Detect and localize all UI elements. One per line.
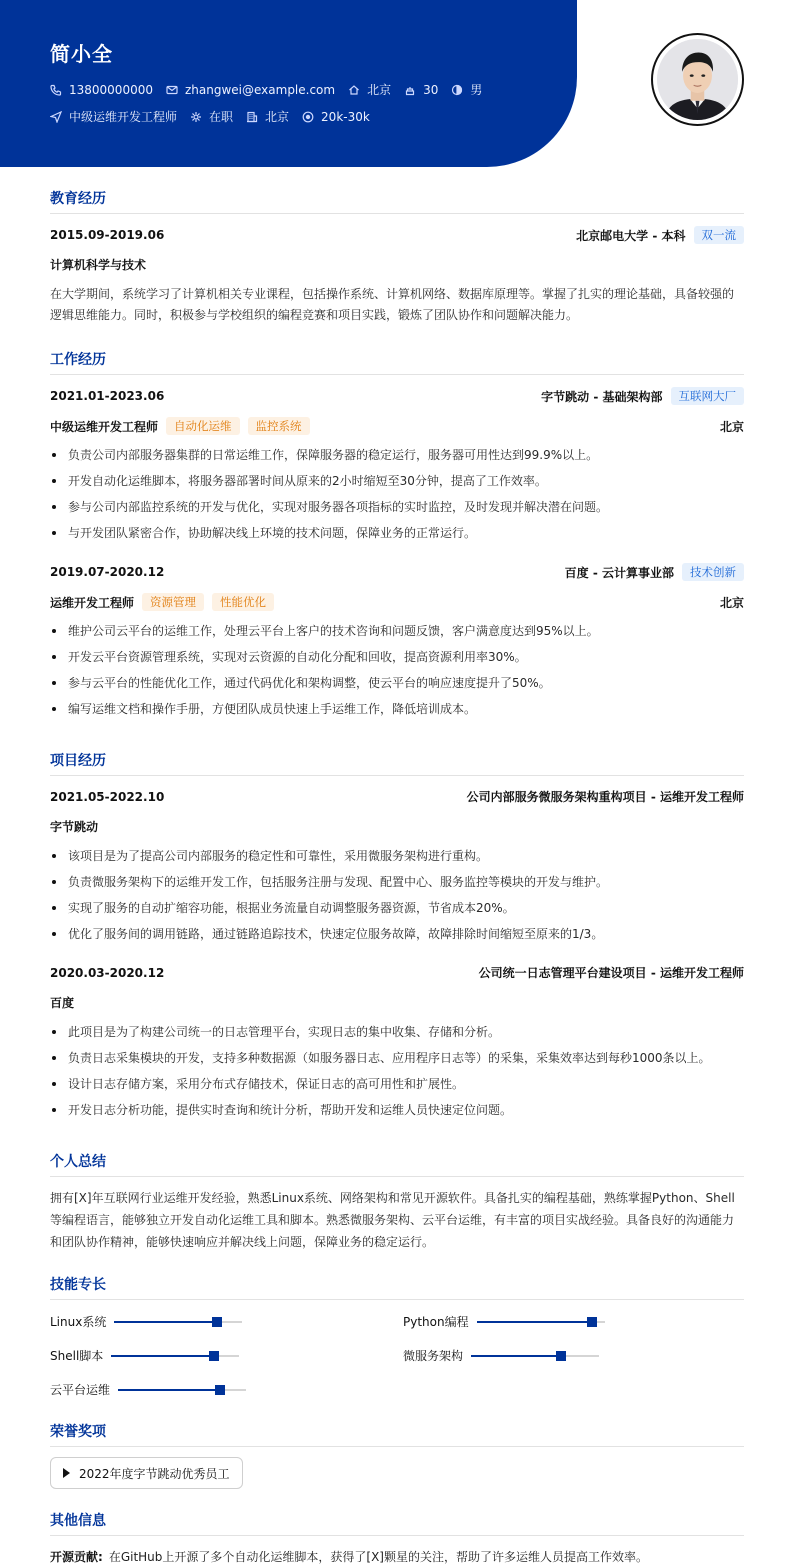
skill-fill [114,1321,216,1323]
phone-info [50,83,153,97]
status-text: 在职 [209,110,234,124]
job-2-company-group [565,563,744,581]
email-info [166,83,335,97]
phone-icon [50,84,62,96]
play-triangle-icon [63,1468,70,1478]
skill-track [118,1389,246,1391]
skill-name: 云平台运维 [50,1383,111,1397]
project-1-bullets [50,846,744,950]
list-item: 参与云平台的性能优化工作，通过代码优化和架构调整，使云平台的响应速度提升了50%。 [50,673,744,699]
gender-text: 男 [470,83,483,97]
skill-name: Shell脚本 [50,1349,104,1363]
job-1-company-tag: 互联网大厂 [671,387,745,405]
position-text: 中级运维开发工程师 [69,110,178,124]
project-2-header-row [50,964,744,981]
skill-name: Python编程 [403,1315,469,1329]
position-info [50,108,177,125]
skill-item [403,1313,605,1330]
age-text: 30 [423,82,439,97]
project-1-name: 公司内部服务微服务架构重构项目 - 运维开发工程师 [466,790,744,804]
project-2-org: 百度 [50,996,75,1010]
list-item: 此项目是为了构建公司统一的日志管理平台，实现日志的集中收集、存储和分析。 [50,1022,744,1048]
job-2-role-group [50,593,274,611]
list-item: 负责公司内部服务器集群的日常运维工作，保障服务器的稳定运行，服务器可用性达到99.9%以上。 [50,445,744,471]
education-major: 计算机科学与技术 [50,258,147,272]
avatar [651,33,744,126]
skill-track [114,1321,242,1323]
email-text: zhangwei@example.com [184,82,336,97]
job-1-tag-1: 自动化运维 [166,417,240,435]
home-icon [348,84,360,96]
job-2-role: 运维开发工程师 [50,595,135,610]
avatar-photo [657,39,738,120]
skill-knob [209,1351,219,1361]
list-item: 开发云平台资源管理系统，实现对云资源的自动化分配和回收，提高资源利用率30%。 [50,647,744,673]
mail-icon [166,84,178,96]
list-item: 参与公司内部监控系统的开发与优化，实现对服务器各项指标的实时监控，及时发现并解决潜在问题。 [50,497,744,523]
list-item: 该项目是为了提高公司内部服务的稳定性和可靠性，采用微服务架构进行重构。 [50,846,744,872]
target-city-info [246,108,289,125]
other-info-row [50,1548,744,1565]
city-info [348,81,391,98]
education-header-row [50,226,744,244]
skill-fill [111,1355,213,1357]
project-1-org-row [50,818,744,835]
job-2-bullets [50,621,744,725]
phone-text: 13800000000 [69,82,153,97]
skill-fill [477,1321,592,1323]
job-1-company: 字节跳动 - 基础架构部 [541,389,663,404]
job-1-date: 2021.01-2023.06 [50,389,165,403]
age-info [404,83,438,97]
list-item: 负责日志采集模块的开发，支持多种数据源（如服务器日志、应用程序日志等）的采集，采集效率达到每秒1000条以上。 [50,1048,744,1074]
education-date: 2015.09-2019.06 [50,228,165,242]
project-1-org: 字节跳动 [50,820,99,834]
resume-header [0,0,577,167]
skill-knob [556,1351,566,1361]
job-2-date: 2019.07-2020.12 [50,565,165,579]
job-2-header-row [50,563,744,581]
job-2-company-tag: 技术创新 [682,563,744,581]
target-city-text: 北京 [265,110,290,124]
section-title-projects: 项目经历 [50,750,744,776]
job-1-role-group [50,417,310,435]
project-2-org-row [50,994,744,1011]
education-school: 北京邮电大学 - 本科 [576,228,686,243]
education-description: 在大学期间，系统学习了计算机相关专业课程，包括操作系统、计算机网络、数据库原理等。掌握了扎实的理论基础，具备较强的逻辑思维能力。同时，积极参与学校组织的编程竞赛和项目实践，锻炼了团队协作和问题解决能力。 [50,287,735,322]
list-item: 开发日志分析功能，提供实时查询和统计分析，帮助开发和运维人员快速定位问题。 [50,1100,744,1126]
skill-knob [212,1317,222,1327]
project-1-date: 2021.05-2022.10 [50,789,165,804]
salary-icon [302,111,314,123]
contact-row [50,81,495,98]
job-1-location: 北京 [719,419,744,434]
education-school-tag: 双一流 [694,226,745,244]
skill-knob [215,1385,225,1395]
project-2-bullets [50,1022,744,1126]
job-intent-row [50,108,383,125]
section-title-summary: 个人总结 [50,1151,744,1177]
honor-text: 2022年度字节跳动优秀员工 [79,1466,230,1481]
job-1-role: 中级运维开发工程师 [50,419,159,434]
gender-icon [451,84,463,96]
skill-fill [471,1355,561,1357]
status-icon [190,111,202,123]
skill-item [403,1347,599,1364]
other-label: 开源贡献: [50,1550,103,1564]
job-2-location: 北京 [719,595,744,610]
skill-item [50,1347,239,1364]
skill-name: 微服务架构 [403,1349,464,1363]
section-title-education: 教育经历 [50,188,744,214]
job-2-tag-2: 性能优化 [212,593,274,611]
section-title-skills: 技能专长 [50,1274,744,1300]
education-school-group [576,226,744,244]
section-title-other: 其他信息 [50,1510,744,1536]
candidate-name: 简小全 [50,42,113,66]
skill-track [471,1355,599,1357]
job-1-tag-2: 监控系统 [248,417,310,435]
skill-track [477,1321,605,1323]
summary-text: 拥有[X]年互联网行业运维开发经验，熟悉Linux系统、网络架构和常见开源软件。具备扎实的编程基础，熟练掌握Python、Shell等编程语言，能够独立开发自动化运维工具和脚本。熟悉微服务架构、云平台运维，有丰富的项目实战经验。具备良好的沟通能力和团队协作精神，能够快速响应并解决线上问题，保障业务的稳定运行。 [50,1191,735,1249]
job-1-role-row [50,417,744,435]
list-item: 实现了服务的自动扩缩容功能，根据业务流量自动调整服务器资源，节省成本20%。 [50,898,744,924]
project-1-header-row [50,788,744,805]
skill-fill [118,1389,220,1391]
skill-track [111,1355,239,1357]
list-item: 设计日志存储方案，采用分布式存储技术，保证日志的高可用性和扩展性。 [50,1074,744,1100]
city-text: 北京 [367,83,392,97]
skill-item [50,1313,242,1330]
building-icon [246,111,258,123]
job-1-header-row [50,387,744,405]
job-1-company-group [541,387,744,405]
job-2-tag-1: 资源管理 [142,593,204,611]
list-item: 开发自动化运维脚本，将服务器部署时间从原来的2小时缩短至30分钟，提高了工作效率。 [50,471,744,497]
job-1-bullets [50,445,744,549]
list-item: 优化了服务间的调用链路，通过链路追踪技术，快速定位服务故障，故障排除时间缩短至原来的1/3。 [50,924,744,950]
job-2-company: 百度 - 云计算事业部 [564,565,674,580]
gender-info [451,81,482,98]
list-item: 与开发团队紧密合作，协助解决线上环境的技术问题，保障业务的正常运行。 [50,523,744,549]
section-title-honors: 荣誉奖项 [50,1421,744,1447]
salary-info [302,110,370,124]
send-icon [50,111,62,123]
skill-knob [587,1317,597,1327]
honor-item[interactable] [50,1457,243,1489]
job-2-role-row [50,593,744,611]
list-item: 维护公司云平台的运维工作，处理云平台上客户的技术咨询和问题反馈，客户满意度达到95%以上。 [50,621,744,647]
project-2-name: 公司统一日志管理平台建设项目 - 运维开发工程师 [478,966,744,980]
skill-name: Linux系统 [50,1315,107,1329]
status-info [190,108,233,125]
other-text: 在GitHub上开源了多个自动化运维脚本，获得了[X]颗星的关注，帮助了许多运维人员提高工作效率。 [108,1550,648,1564]
skill-item [50,1381,246,1398]
section-title-work: 工作经历 [50,349,744,375]
list-item: 负责微服务架构下的运维开发工作，包括服务注册与发现、配置中心、服务监控等模块的开发与维护。 [50,872,744,898]
project-2-date: 2020.03-2020.12 [50,965,165,980]
salary-text: 20k-30k [321,109,370,124]
age-icon [404,84,416,96]
education-major-row [50,256,744,273]
list-item: 编写运维文档和操作手册，方便团队成员快速上手运维工作，降低培训成本。 [50,699,744,725]
